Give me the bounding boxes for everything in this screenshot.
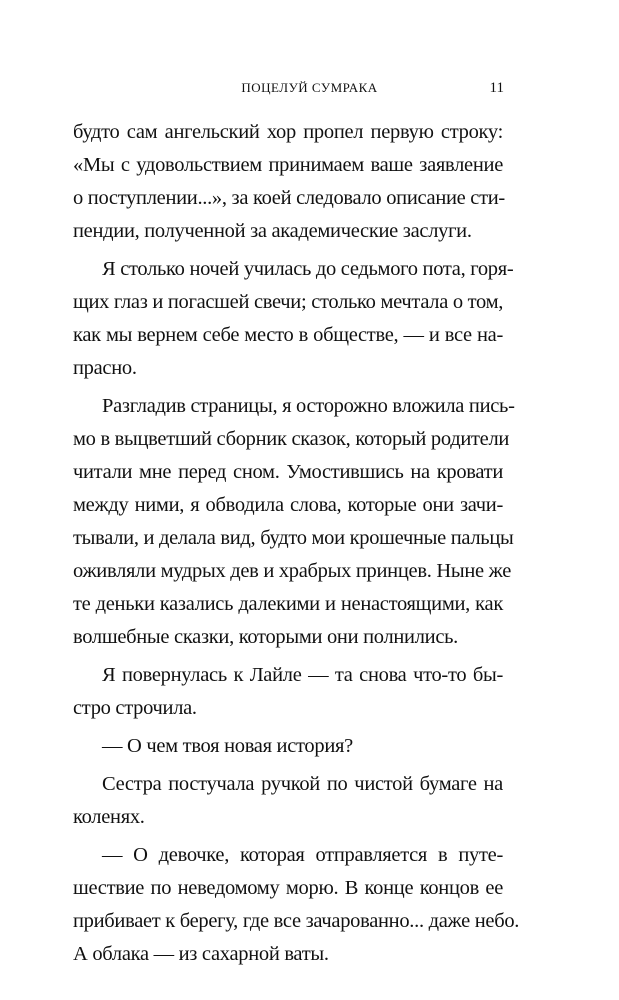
dialogue-line (73, 839, 520, 971)
paragraph (73, 390, 515, 654)
text-line: как мы вернем себе место в обществе, — и все на- (73, 324, 503, 346)
text-line: волшебные сказки, которыми они полнились. (73, 626, 458, 648)
body-text (73, 116, 520, 971)
text-line: прасно. (73, 357, 137, 379)
paragraph (73, 659, 503, 725)
text-line: Сестра постучала ручкой по чистой бумаге на (102, 773, 503, 795)
text-line: тывали, и делала вид, будто мои крошечные пальцы (73, 527, 514, 549)
paragraph (73, 768, 503, 834)
text-line: — О чем твоя новая история? (102, 735, 353, 757)
text-line: Я столько ночей училась до седьмого пота, горя- (102, 258, 514, 280)
text-line: будто сам ангельский хор пропел первую строку: (73, 121, 503, 143)
dialogue-line (73, 730, 503, 763)
running-header (0, 78, 619, 98)
text-line: стро строчила. (73, 697, 197, 719)
text-line: Я повернулась к Лайле — та снова что-то бы- (102, 664, 503, 686)
text-line: Разгладив страницы, я осторожно вложила пись- (102, 395, 515, 417)
running-title: ПОЦЕЛУЙ СУМРАКА (241, 80, 378, 95)
text-line: между ними, я обводила слова, которые они зачи- (73, 494, 503, 516)
text-line: о поступлении...», за коей следовало описание сти- (73, 187, 505, 209)
text-line: те деньки казались далекими и ненастоящими, как (73, 593, 503, 615)
text-line: мо в выцветший сборник сказок, который родители (73, 428, 510, 450)
paragraph (73, 253, 514, 385)
text-line: щих глаз и погасшей свечи; столько мечтала о том, (73, 291, 504, 313)
text-line: — О девочке, которая отправляется в путе- (102, 844, 503, 866)
text-line: шествие по неведомому морю. В конце концов ее (73, 877, 503, 899)
text-line: А облака — из сахарной ваты. (73, 943, 329, 965)
text-line: читали мне перед сном. Умостившись на кровати (73, 461, 503, 483)
text-line: прибивает к берегу, где все зачарованно... даже небо. (73, 910, 520, 932)
text-line: оживляли мудрых дев и храбрых принцев. Ныне же (73, 560, 512, 582)
page-number: 11 (489, 80, 504, 96)
text-line: коленях. (73, 806, 145, 828)
text-line: пендии, полученной за академические заслуги. (73, 220, 472, 242)
text-line: «Мы с удовольствием принимаем ваше заявление (73, 154, 503, 176)
paragraph (73, 116, 503, 248)
